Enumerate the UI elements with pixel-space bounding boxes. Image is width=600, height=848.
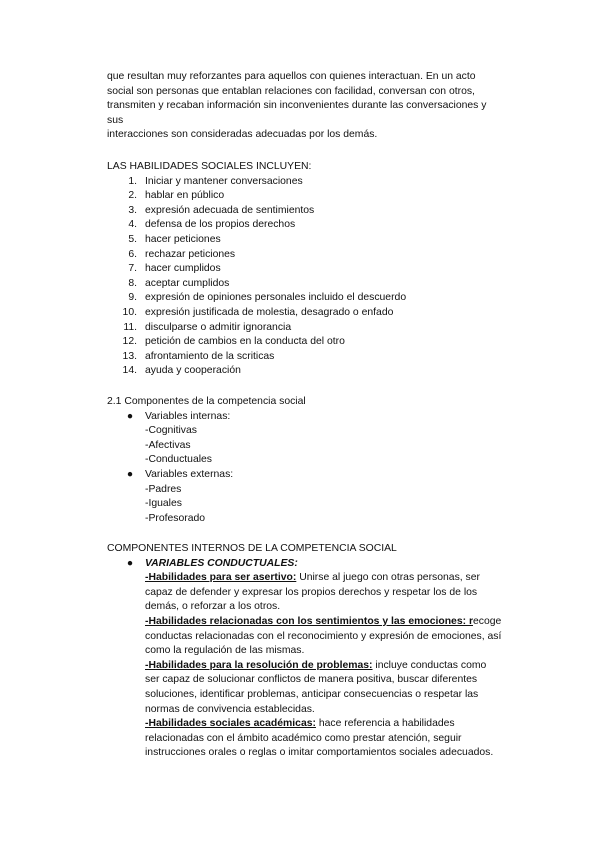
list-text: defensa de los propios derechos	[145, 219, 296, 231]
bullet-label: Variables externas:	[145, 468, 234, 480]
list-item	[107, 364, 527, 379]
paragraph-text: demás, o reforzar a los otros.	[145, 601, 281, 613]
list-text: disculparse o admitir ignorancia	[145, 321, 292, 333]
skills-section	[107, 160, 527, 379]
paragraph-text: instrucciones orales o reglas o imitar comportamientos sociales adecuados.	[145, 747, 494, 759]
list-number: 4.	[128, 219, 137, 231]
sub-item: -Iguales	[145, 498, 182, 510]
list-text: hacer cumplidos	[145, 263, 221, 275]
intro-line: que resultan muy reforzantes para aquellos con quienes interactuan. En un acto	[107, 71, 476, 82]
skill-term: Habilidades relacionadas con los sentimientos y las emociones: r	[148, 615, 473, 627]
bullet-item	[107, 468, 527, 483]
paragraph-text: incluye conductas como	[372, 659, 487, 671]
paragraph-text: capaz de defender y expresar los propios derechos y respetar los de los	[145, 586, 478, 598]
list-text: aceptar cumplidos	[145, 277, 230, 289]
paragraph-text: relacionadas con el ámbito académico como prestar atención, seguir	[145, 732, 462, 744]
list-item	[107, 335, 527, 350]
bullet-item	[107, 557, 527, 572]
paragraph-text: soluciones, identificar problemas, anticipar consecuencias o respetar las	[145, 688, 479, 700]
list-number: 7.	[128, 263, 137, 275]
sub-item: -Cognitivas	[145, 425, 197, 437]
paragraph-text: como la regulación de las mismas.	[145, 645, 305, 657]
list-number: 6.	[128, 248, 137, 260]
list-text: Iniciar y mantener conversaciones	[145, 175, 303, 187]
skill-paragraph	[107, 659, 527, 717]
list-number: 12.	[122, 336, 137, 348]
bullet-label: Variables internas:	[145, 410, 231, 422]
intro-paragraph	[107, 70, 527, 143]
bullet-item	[107, 410, 527, 425]
paragraph-text: conductas relacionadas con el reconocimiento y expresión de emociones, así	[145, 630, 502, 642]
list-item	[107, 306, 527, 321]
list-item	[107, 233, 527, 248]
skills-heading: LAS HABILIDADES SOCIALES INCLUYEN:	[107, 161, 312, 172]
list-number: 10.	[122, 306, 137, 318]
skill-paragraph	[107, 615, 527, 659]
list-item	[107, 218, 527, 233]
list-number: 9.	[128, 292, 137, 304]
dash: -	[145, 572, 149, 584]
paragraph-text: ser capaz de solucionar conflictos de manera positiva, buscar diferentes	[145, 674, 478, 686]
bullet-icon: ●	[126, 557, 134, 569]
list-number: 3.	[128, 204, 137, 216]
skill-term: Habilidades para la resolución de problemas:	[148, 659, 373, 671]
paragraph-text: normas de convivencia establecidas.	[145, 703, 315, 715]
bullet-icon: ●	[126, 410, 134, 422]
skills-list	[107, 175, 527, 379]
list-text: hacer peticiones	[145, 233, 221, 245]
sub-item: -Conductuales	[145, 454, 213, 466]
skill-paragraph	[107, 717, 527, 761]
list-number: 14.	[122, 365, 137, 377]
bullet-icon: ●	[126, 468, 134, 480]
intro-line: interacciones son consideradas adecuadas por los demás.	[107, 129, 378, 141]
list-text: rechazar peticiones	[145, 248, 236, 260]
paragraph-text: hace referencia a habilidades	[315, 718, 455, 730]
sub-item: -Afectivas	[145, 439, 191, 451]
list-item	[107, 262, 527, 277]
list-number: 13.	[122, 350, 137, 362]
list-number: 5.	[128, 233, 137, 245]
list-text: afrontamiento de la scriticas	[145, 350, 275, 362]
list-item	[107, 248, 527, 263]
list-text: ayuda y cooperación	[145, 365, 241, 377]
intro-line: transmiten y recaban información sin inconvenientes durante las conversaciones y	[107, 100, 487, 112]
section-heading: COMPONENTES INTERNOS DE LA COMPETENCIA SOCIAL	[107, 543, 397, 554]
paragraph-text: Unirse al juego con otras personas, ser	[296, 572, 480, 584]
list-number: 1.	[128, 175, 137, 187]
list-text: expresión de opiniones personales incluido el descuerdo	[145, 292, 407, 304]
dash: -	[145, 659, 149, 671]
list-text: expresión justificada de molestia, desagrado o enfado	[145, 306, 394, 318]
section-heading: 2.1 Componentes de la competencia social	[107, 396, 306, 407]
list-number: 2.	[128, 190, 137, 202]
skill-term: Habilidades para ser asertivo:	[148, 572, 297, 584]
dash: -	[145, 718, 149, 730]
sub-item: -Padres	[145, 483, 182, 495]
list-item	[107, 277, 527, 292]
list-number: 11.	[123, 321, 137, 333]
intro-line: sus	[107, 114, 124, 126]
list-item	[107, 321, 527, 336]
list-item	[107, 291, 527, 306]
bullet-label: VARIABLES CONDUCTUALES:	[145, 557, 298, 569]
skill-term: Habilidades sociales académicas:	[148, 718, 316, 730]
intro-line: social son personas que entablan relaciones con facilidad, conversan con otros,	[107, 85, 475, 97]
internal-components-section	[107, 542, 527, 761]
components-section	[107, 395, 527, 526]
list-item	[107, 189, 527, 204]
skill-paragraph	[107, 571, 527, 615]
list-text: expresión adecuada de sentimientos	[145, 204, 315, 216]
dash: -	[145, 615, 149, 627]
paragraph-text: ecoge	[473, 615, 502, 627]
sub-item: -Profesorado	[145, 512, 206, 524]
list-text: petición de cambios en la conducta del otro	[145, 336, 345, 348]
list-item	[107, 175, 527, 190]
list-number: 8.	[128, 277, 137, 289]
list-item	[107, 350, 527, 365]
list-item	[107, 204, 527, 219]
list-text: hablar en público	[145, 190, 225, 202]
